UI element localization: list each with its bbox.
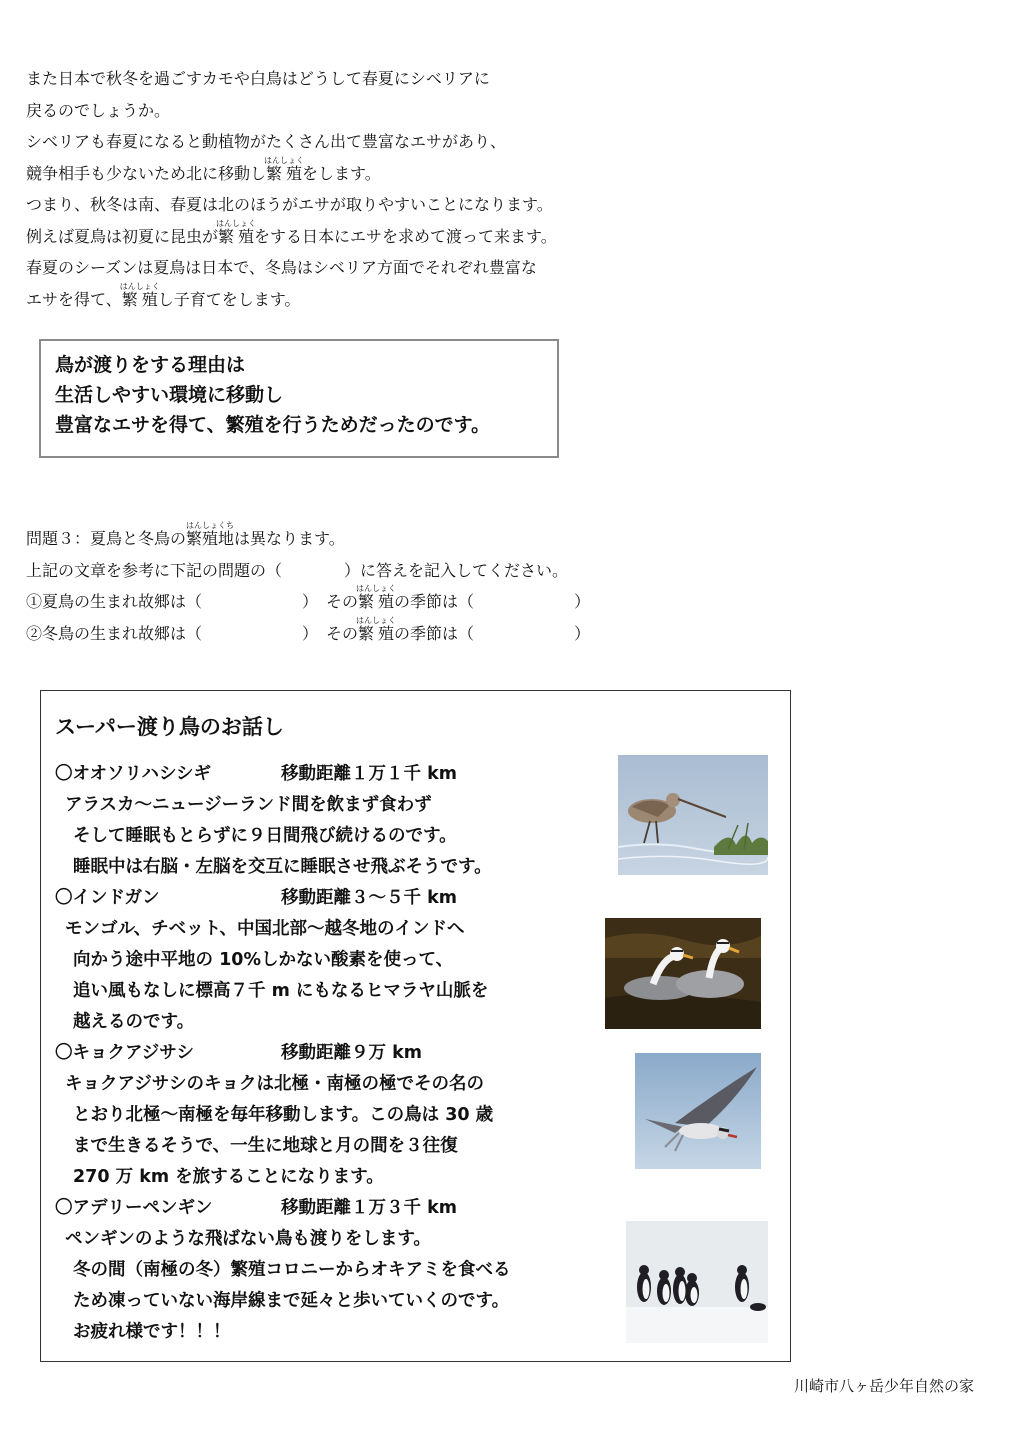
- intro-line: [26, 216, 726, 248]
- text-segment: をします。: [302, 163, 381, 183]
- bird-text: 270 万 km を旅することになります。: [73, 1167, 384, 1187]
- question-1: [26, 581, 726, 613]
- bird-heading: [55, 1193, 615, 1224]
- text-segment: ）: [574, 623, 591, 643]
- bird-text: アラスカ～ニュージーランド間を飲まず食わず: [65, 795, 432, 815]
- ruby-hanshoku: 繁殖はんしょく: [356, 584, 397, 611]
- bird-text: モンゴル、チベット、中国北部～越冬地のインドへ: [65, 919, 465, 939]
- bird-text: ペンギンのような飛ばない鳥も渡りをします。: [65, 1229, 431, 1249]
- bird-name: 〇アデリーペンギン: [55, 1198, 213, 1218]
- bird-text: 追い風もなしに標高７千 m にもなるヒマラヤ山脈を: [73, 981, 489, 1001]
- bird-distance: 移動距離１万３千 km: [281, 1198, 457, 1218]
- bird-heading: [55, 883, 615, 914]
- bird-name: 〇オオソリハシシギ: [55, 764, 212, 784]
- text-segment: 上記の文章を参考に下記の問題の（: [26, 560, 283, 580]
- adelie-penguin-photo: [626, 1221, 768, 1343]
- bird-distance: 移動距離１万１千 km: [281, 764, 457, 784]
- ruby-hanshokuchi: 繁殖地はんしょくち: [186, 521, 235, 548]
- bird-text: 越えるのです。: [73, 1012, 195, 1032]
- bird-list: [55, 759, 615, 1348]
- text-segment: 例えば夏鳥は初夏に昆虫が: [26, 226, 219, 246]
- ruby-hanshoku: 繁殖はんしょく: [119, 281, 160, 309]
- bird-text: 睡眠中は右脳・左脳を交互に睡眠させ飛ぶそうです。: [73, 857, 492, 877]
- intro-line: 春夏のシーズンは夏鳥は日本で、冬鳥はシベリア方面でそれぞれ豊富な: [26, 258, 537, 277]
- bird-text: まで生きるそうで、一生に地球と月の間を３往復: [73, 1136, 458, 1156]
- text-segment: ）: [574, 592, 591, 611]
- footer-organization: 川崎市八ヶ岳少年自然の家: [793, 1377, 974, 1395]
- bird-text: お疲れ様です！！！: [73, 1322, 231, 1342]
- text-segment: をする日本にエサを求めて渡って来ます。: [254, 226, 557, 246]
- text-segment: の季節は（: [394, 623, 475, 643]
- summary-line: 生活しやすい環境に移動し: [55, 384, 284, 406]
- text-segment: 競争相手も少ないため北に移動し: [26, 163, 267, 183]
- bird-distance: 移動距離９万 km: [281, 1043, 422, 1063]
- intro-line: シベリアも春夏になると動植物がたくさん出て豊富なエサがあり、: [26, 132, 507, 151]
- text-segment: ） その: [302, 623, 359, 643]
- ruby-hanshoku: 繁殖はんしょく: [216, 218, 257, 246]
- text-segment: し子育てをします。: [157, 289, 301, 309]
- text-segment: は異なります。: [234, 529, 345, 548]
- text-segment: ） その: [302, 592, 359, 611]
- text-segment: の季節は（: [394, 592, 475, 611]
- question-line: [26, 518, 726, 550]
- godwit-photo: [618, 755, 768, 875]
- bird-name: 〇キョクアジサシ: [55, 1043, 194, 1063]
- summary-line: 豊富なエサを得て、繁殖を行うためだったのです。: [55, 414, 491, 436]
- summary-line: 鳥が渡りをする理由は: [55, 354, 246, 376]
- intro-line: [26, 279, 726, 311]
- text-segment: 問題３：夏鳥と冬鳥の: [26, 529, 187, 548]
- text-segment: ①夏鳥の生まれ故郷は（: [26, 592, 203, 611]
- bird-text: キョクアジサシのキョクは北極・南極の極でその名の: [65, 1074, 484, 1094]
- text-segment: エサを得て、: [26, 289, 122, 309]
- bird-text: ため凍っていない海岸線まで延々と歩いていくのです。: [73, 1291, 510, 1311]
- bird-text: 向かう途中平地の 10%しかない酸素を使って、: [73, 950, 454, 970]
- bird-text: そして睡眠もとらずに９日間飛び続けるのです。: [73, 826, 457, 846]
- summary-box: [39, 339, 559, 458]
- super-birds-title: スーパー渡り鳥のお話し: [55, 715, 284, 739]
- bird-text: とおり北極～南極を毎年移動します。この鳥は 30 歳: [73, 1105, 494, 1125]
- text-segment: ）に答えを記入してください。: [344, 560, 569, 580]
- question-section: [26, 518, 726, 644]
- intro-line: つまり、秋冬は南、春夏は北のほうがエサが取りやすいことになります。: [26, 195, 553, 214]
- intro-line: また日本で秋冬を過ごすカモや白鳥はどうして春夏にシベリアに: [26, 69, 490, 88]
- text-segment: ②冬鳥の生まれ故郷は（: [26, 623, 203, 643]
- intro-line: 戻るのでしょうか。: [26, 100, 171, 120]
- question-2: [26, 613, 726, 645]
- bird-heading: [55, 1038, 615, 1069]
- arctic-tern-photo: [635, 1053, 761, 1169]
- bar-headed-goose-photo: [605, 918, 761, 1029]
- bird-name: 〇インドガン: [55, 888, 160, 908]
- ruby-hanshoku: 繁殖はんしょく: [356, 615, 397, 643]
- question-line: [26, 550, 726, 582]
- bird-heading: [55, 759, 615, 790]
- intro-line: [26, 153, 726, 185]
- bird-text: 冬の間（南極の冬）繁殖コロニーからオキアミを食べる: [73, 1260, 511, 1280]
- intro-paragraph: [26, 58, 726, 310]
- ruby-hanshoku: 繁殖はんしょく: [264, 155, 305, 183]
- bird-distance: 移動距離３～５千 km: [281, 888, 457, 908]
